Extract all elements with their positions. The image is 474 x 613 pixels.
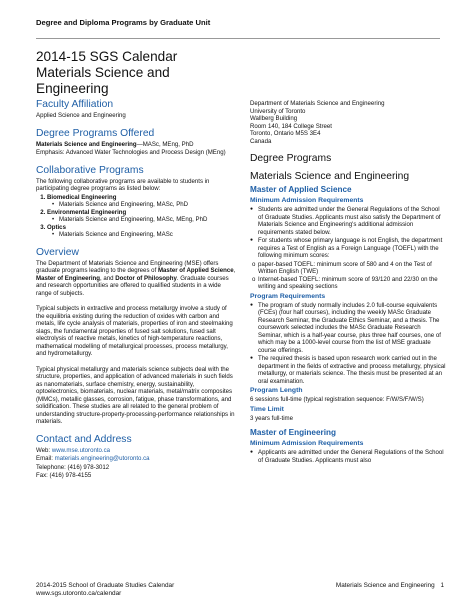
overview-text: , and xyxy=(100,274,116,282)
collaborative-programs-heading: Collaborative Programs xyxy=(36,164,144,176)
collab-sub-item: • Materials Science and Engineering, MASc, PhD xyxy=(59,201,236,209)
degree-offered-line xyxy=(36,141,236,149)
list-item: ● The program of study normally includes 2.0 full-course equivalents (FCEs) (four half courses), including the weekly MASc Graduate Research Seminar, the Graduate Ethics Seminar, and a thesis. The coursework selected includes the MASc Graduate Research Seminar, which is a half-year course, plus three half courses, one of which may be a 1000-level course from the list of MSE graduate course offerings. xyxy=(258,302,446,355)
collab-item-name: Biomedical Engineering xyxy=(47,193,117,201)
contact-heading: Contact and Address xyxy=(36,433,132,445)
degree-name: Materials Science and Engineering xyxy=(36,140,137,148)
meng-admission-list xyxy=(250,449,446,464)
collab-sub-item: • Materials Science and Engineering, MASc xyxy=(59,231,236,239)
address-line: Department of Materials Science and Engineering xyxy=(250,100,385,107)
footer-section-name: Materials Science and Engineering xyxy=(335,582,435,589)
collab-item-name: Environmental Engineering xyxy=(47,208,127,216)
overview-paragraph-3: Typical physical metallurgy and materials science subjects deal with the structure, properties, and application of advanced materials in such fields as nanomaterials, surface chemistry, energy, sustainability, optoelectronics, biomaterials, nuclear materials, metal/matrix composites (MMCs), metallic glasses, corrosion, fatigue, phase transformations, and solidification. These studies are all related to the general problem of understanding structure-property-processing-performance relationships in materials. xyxy=(36,365,235,425)
footer-left xyxy=(36,582,174,598)
masc-admission-heading: Minimum Admission Requirements xyxy=(250,197,364,204)
address-line: Wallberg Building xyxy=(250,115,298,122)
email-label: Email: xyxy=(36,455,55,462)
list-item: ● Students are admitted under the General Regulations of the School of Graduate Studies. Applicants must also satisfy the Department of Materials Science and Engineering's additional admission requirements stated below. xyxy=(258,206,446,236)
fax-line: Fax: (416) 978-4155 xyxy=(36,472,92,479)
footer-calendar-name: 2014-2015 School of Graduate Studies Calendar xyxy=(36,582,175,589)
overview-text: The Department of Materials Science and Engineering (MSE) offers graduate programs leading to the degrees of xyxy=(36,259,219,274)
web-label: Web: xyxy=(36,446,52,454)
overview-text: , xyxy=(233,267,236,274)
list-item: o Internet-based TOEFL: minimum score of 93/120 and 22/30 on the writing and speaking sections xyxy=(258,276,446,291)
collab-item xyxy=(47,224,236,239)
mailing-address xyxy=(250,100,446,145)
degree-programs-offered-heading: Degree Programs Offered xyxy=(36,127,155,139)
list-item: ● For students whose primary language is not English, the department requires a Test of English as a Foreign Language (TOEFL) with the following minimum scores: xyxy=(258,237,446,260)
collaborative-intro: The following collaborative programs are available to students in participating degree programs as listed below: xyxy=(36,177,210,192)
degree-emphasis: Emphasis: Advanced Water Technologies and Process Design (MEng) xyxy=(36,149,226,156)
time-limit-heading: Time Limit xyxy=(250,405,284,413)
overview-heading: Overview xyxy=(36,246,79,258)
overview-paragraph-1 xyxy=(36,260,236,298)
meng-heading: Master of Engineering xyxy=(250,428,336,437)
program-requirements-heading: Program Requirements xyxy=(250,292,326,300)
footer-calendar-url[interactable]: www.sgs.utoronto.ca/calendar xyxy=(36,590,122,597)
overview-text: . Graduate courses and research opportunities are offered to qualified students in a wide range of subjects. xyxy=(36,274,229,297)
collab-item xyxy=(47,209,236,224)
program-requirements-list xyxy=(250,302,446,386)
calendar-title: 2014-15 SGS Calendar xyxy=(36,49,178,64)
degree-phd: Doctor of Philosophy xyxy=(115,274,177,282)
web-link[interactable]: www.mse.utoronto.ca xyxy=(51,446,111,454)
time-limit-value: 3 years full-time xyxy=(250,414,294,422)
program-length-heading: Program Length xyxy=(250,387,303,394)
department-title: Materials Science and Engineering xyxy=(36,65,170,96)
collab-item-name: Optics xyxy=(47,223,66,231)
address-line: Toronto, Ontario M5S 3E4 xyxy=(250,130,321,137)
faculty-value: Applied Science and Engineering xyxy=(36,112,126,119)
list-item: ● Applicants are admitted under the General Regulations of the School of Graduate Studies. Applicants must also xyxy=(258,449,446,464)
degree-masc: Master of Applied Science xyxy=(157,267,234,274)
right-column xyxy=(250,100,446,465)
overview-paragraph-2: Typical subjects in extractive and process metallurgy involve a study of the equilibria existing during the reduction of oxides with carbon and metals, life cycle analysis of materials, properties of iron and steelmaking slags, the fundamental properties of fused salt solutions, fused salt electrolysis of reactive metals, kinetics of high-temperature reactions, mathematical modelling of metallurgical processes, process metallurgy, and hydrometallurgy. xyxy=(36,305,233,357)
masc-heading: Master of Applied Science xyxy=(250,185,352,194)
email-link[interactable]: materials.engineering@utoronto.ca xyxy=(54,455,150,462)
page-number: 1 xyxy=(440,582,444,589)
faculty-heading: Faculty Affiliation xyxy=(36,99,114,110)
meng-admission-heading: Minimum Admission Requirements xyxy=(250,440,364,447)
degree-meng: Master of Engineering xyxy=(36,274,100,282)
collab-item xyxy=(47,194,236,209)
list-item: o paper-based TOEFL: minimum score of 580 and 4 on the Test of Written English (TWE) xyxy=(258,261,446,276)
degree-programs-heading: Degree Programs xyxy=(250,153,332,164)
list-item: ● The required thesis is based upon research work carried out in the department in the fields of extractive and process metallurgy, physical metallurgy, or materials science. The thesis must be presented at an oral examination. xyxy=(258,355,446,385)
web-line xyxy=(36,447,236,455)
degree-types: —MASc, MEng, PhD xyxy=(136,140,194,148)
toefl-list xyxy=(250,261,446,291)
running-header: Degree and Diploma Programs by Graduate Unit xyxy=(36,18,211,27)
address-line: University of Toronto xyxy=(250,107,306,115)
collaborative-list xyxy=(36,194,236,239)
email-line xyxy=(36,455,236,463)
header-divider xyxy=(36,38,440,39)
program-heading: Materials Science and Engineering xyxy=(250,171,410,182)
masc-admission-list xyxy=(250,206,446,260)
left-column xyxy=(36,49,236,481)
footer-right xyxy=(336,582,444,589)
address-line: Room 140, 184 College Street xyxy=(250,122,332,130)
address-line: Canada xyxy=(250,137,272,145)
collab-sub-item: • Materials Science and Engineering, MASc, MEng, PhD xyxy=(59,216,236,224)
telephone-line: Telephone: (416) 978-3012 xyxy=(36,463,110,471)
program-length-value: 6 sessions full-time (typical registration sequence: F/W/S/F/W/S) xyxy=(250,396,424,403)
